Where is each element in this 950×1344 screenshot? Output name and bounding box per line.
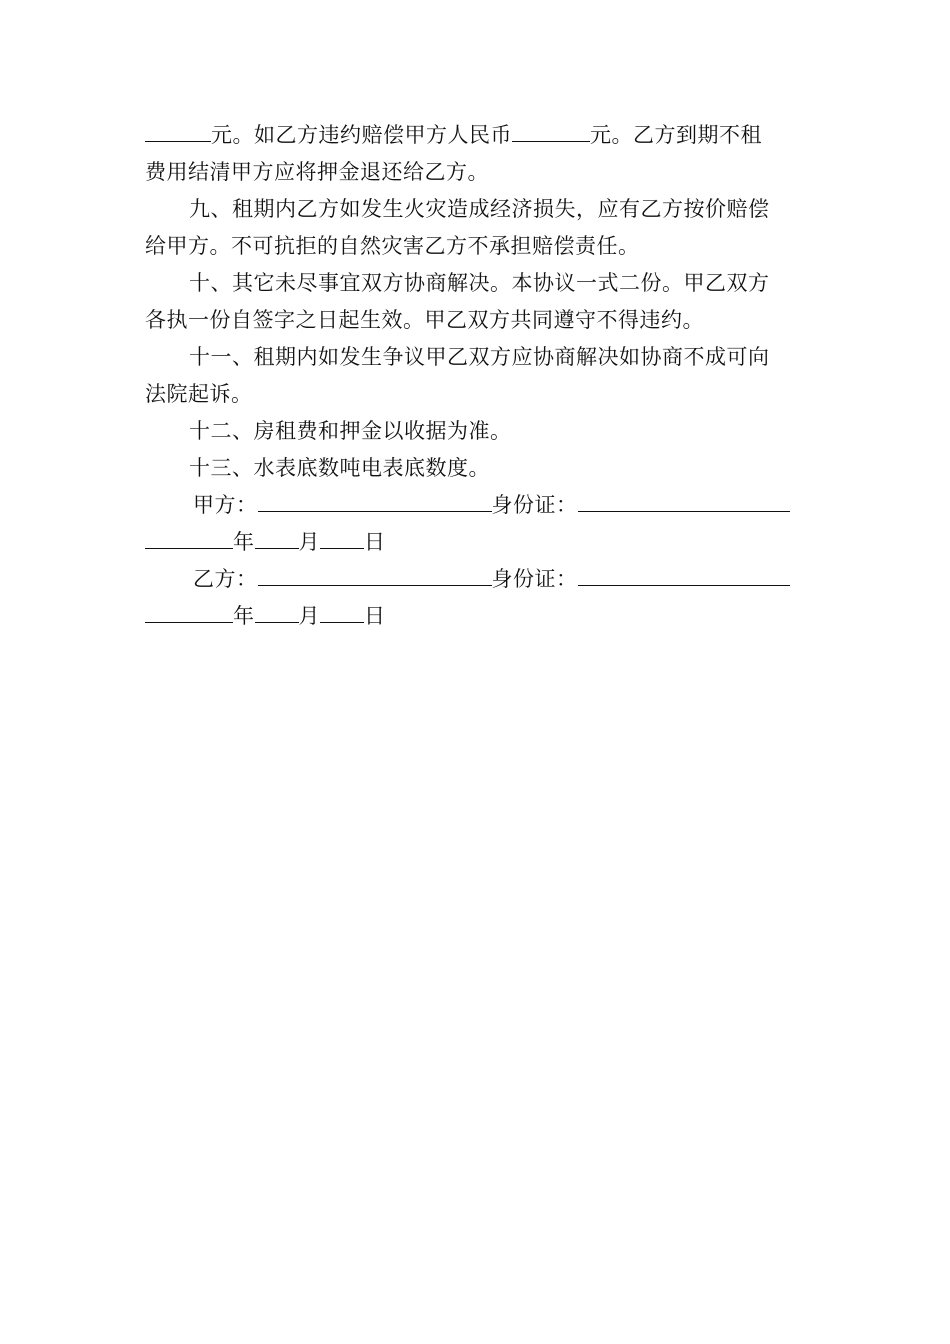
blank-field bbox=[145, 118, 211, 142]
date-line-b bbox=[145, 598, 807, 635]
party-a-name-field[interactable] bbox=[258, 488, 492, 512]
month-label: 月 bbox=[298, 604, 320, 628]
month-field[interactable] bbox=[255, 599, 299, 623]
day-label: 日 bbox=[364, 604, 386, 628]
text-line bbox=[145, 117, 807, 154]
blank-field bbox=[512, 118, 590, 142]
clause-eleven bbox=[145, 339, 807, 376]
day-label: 日 bbox=[364, 530, 386, 554]
day-field[interactable] bbox=[320, 525, 364, 549]
line-text: 九、租期内乙方如发生火灾造成经济损失，应有乙方按价赔偿 bbox=[189, 197, 770, 221]
year-field[interactable] bbox=[145, 525, 233, 549]
line-text: 元。如乙方违约赔偿甲方人民币 bbox=[211, 123, 512, 147]
year-label: 年 bbox=[233, 604, 255, 628]
line-text: 费用结清甲方应将押金退还给乙方。 bbox=[145, 160, 489, 184]
party-b-id-field[interactable] bbox=[578, 562, 790, 586]
line-text: 元。乙方到期不租 bbox=[590, 123, 762, 147]
date-line-a bbox=[145, 524, 807, 561]
clause-twelve bbox=[145, 413, 807, 450]
year-field[interactable] bbox=[145, 599, 233, 623]
party-a-id-field[interactable] bbox=[578, 488, 790, 512]
line-text: 十一、租期内如发生争议甲乙双方应协商解决如协商不成可向 bbox=[189, 345, 770, 369]
line-text: 十、其它未尽事宜双方协商解决。本协议一式二份。甲乙双方 bbox=[189, 271, 770, 295]
party-b-label: 乙方： bbox=[193, 567, 258, 591]
text-line bbox=[145, 302, 807, 339]
text-line bbox=[145, 228, 807, 265]
line-text: 给甲方。不可抗拒的自然灾害乙方不承担赔偿责任。 bbox=[145, 234, 640, 258]
signature-party-a bbox=[145, 487, 807, 524]
contract-page bbox=[145, 117, 807, 635]
id-card-label: 身份证： bbox=[491, 493, 578, 517]
id-card-label: 身份证： bbox=[491, 567, 578, 591]
line-text: 各执一份自签字之日起生效。甲乙双方共同遵守不得违约。 bbox=[145, 308, 704, 332]
party-b-name-field[interactable] bbox=[258, 562, 492, 586]
clause-nine bbox=[145, 191, 807, 228]
line-text: 十二、房租费和押金以收据为准。 bbox=[189, 419, 512, 443]
month-field[interactable] bbox=[255, 525, 299, 549]
text-line bbox=[145, 376, 807, 413]
month-label: 月 bbox=[298, 530, 320, 554]
line-text: 十三、水表底数吨电表底数度。 bbox=[189, 456, 490, 480]
text-line bbox=[145, 154, 807, 191]
year-label: 年 bbox=[233, 530, 255, 554]
line-text: 法院起诉。 bbox=[145, 382, 253, 406]
day-field[interactable] bbox=[320, 599, 364, 623]
signature-party-b bbox=[145, 561, 807, 598]
party-a-label: 甲方： bbox=[193, 493, 258, 517]
clause-ten bbox=[145, 265, 807, 302]
clause-thirteen bbox=[145, 450, 807, 487]
